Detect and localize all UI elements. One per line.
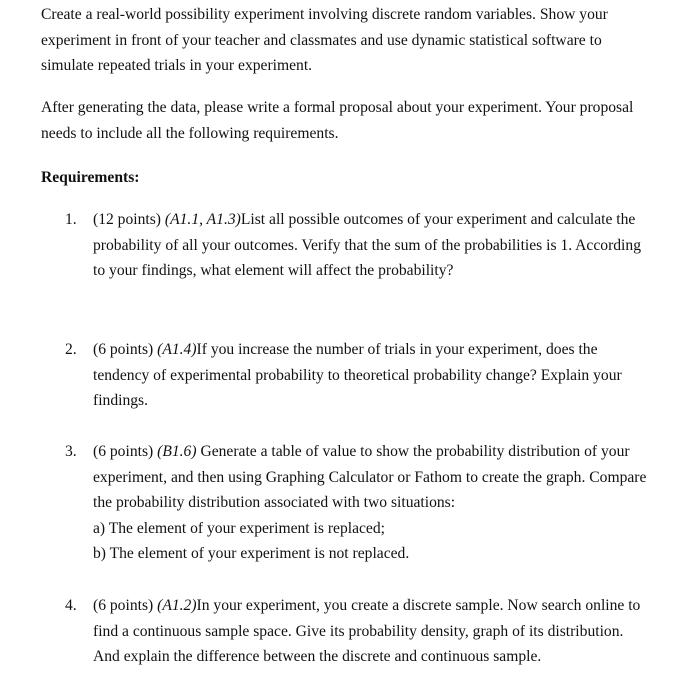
requirement-ref: (B1.6) [157,443,197,460]
requirement-ref: (A1.2) [157,597,197,614]
requirement-body [93,439,650,567]
requirement-number: 1. [65,211,77,228]
intro-paragraph: Create a real-world possibility experiment involving discrete random variables. Show your experiment in front of your teacher and classmates and use dynamic statistical software to simulate repeated trials in your experiment. [41,6,608,74]
requirements-heading: Requirements: [41,169,140,186]
proposal-paragraph: After generating the data, please write a formal proposal about your experiment. Your proposal needs to include all the following requirements. [41,99,634,142]
requirement-points: (6 points) [93,597,154,614]
requirement-item-2 [65,337,650,414]
requirement-points: (6 points) [93,341,154,358]
requirement-item-3 [65,439,650,567]
requirement-text: If you increase the number of trials in your experiment, does the tendency of experimental probability to theoretical probability change? Explain your findings. [93,341,622,409]
requirement-sub-item-b: b) The element of your experiment is not replaced. [93,545,410,562]
requirement-number: 4. [65,597,77,614]
requirement-points: (6 points) [93,443,154,460]
requirement-points: (12 points) [93,211,162,228]
requirement-sub-item-a: a) The element of your experiment is replaced; [93,519,385,537]
requirement-item-1 [65,207,650,284]
requirement-number: 3. [65,443,77,460]
requirement-text: Generate a table of value to show the probability distribution of your experiment, and then using Graphing Calculator or Fathom to create the graph. Compare the probability distribution associated with two situations: [93,443,647,511]
requirement-ref: (A1.4) [157,341,197,358]
requirement-text: In your experiment, you create a discrete sample. Now search online to find a continuous sample space. Give its probability density, graph of its distribution. And explain the difference between the discrete and continuous sample. [93,597,641,665]
requirement-body [93,207,650,284]
requirement-number: 2. [65,341,77,358]
requirement-body [93,337,650,414]
requirement-text: List all possible outcomes of your experiment and calculate the probability of all your outcomes. Verify that the sum of the probabilities is 1. According to your findings, what element will affect the probability? [93,211,641,279]
requirement-body [93,593,650,670]
requirement-ref: (A1.1, A1.3) [164,211,241,228]
requirement-item-4 [65,593,650,670]
